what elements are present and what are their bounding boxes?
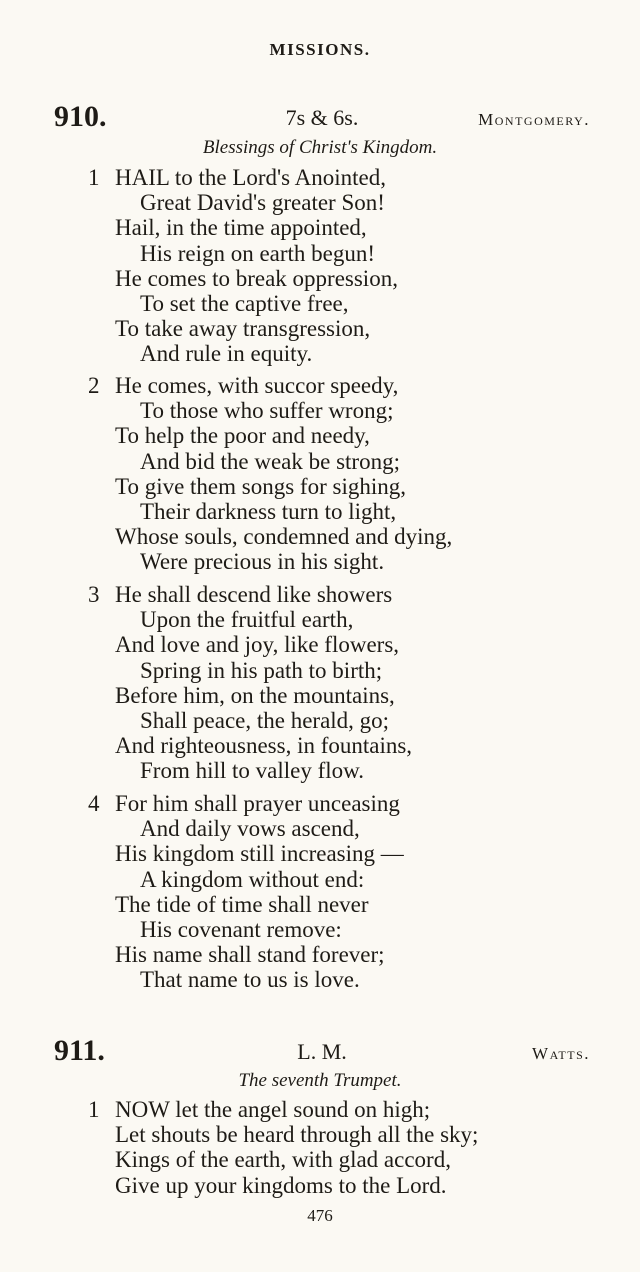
hymn-line: His covenant remove:	[140, 916, 342, 942]
hymn-line: Whose souls, condemned and dying,	[115, 524, 453, 550]
line-text: HAIL to the Lord's Anointed,	[115, 165, 386, 190]
hymn-line	[88, 1097, 608, 1122]
page-number: 476	[307, 1206, 333, 1225]
line-text: He shall descend like showers	[115, 582, 393, 607]
hymn-line: To those who suffer wrong;	[140, 398, 394, 424]
hymn-line: Shall peace, the herald, go;	[140, 707, 390, 733]
hymn-910-heading	[54, 100, 590, 134]
hymn-line	[88, 165, 608, 190]
hymn-number: 910.	[54, 100, 107, 133]
hymn-line: Give up your kingdoms to the Lord.	[115, 1172, 447, 1198]
hymn-line: His reign on earth begun!	[140, 240, 376, 266]
hymn-910-stanza-4	[88, 791, 608, 993]
hymn-line: And daily vows ascend,	[140, 816, 360, 842]
hymn-line: And righteousness, in fountains,	[115, 733, 413, 759]
hymn-line: The tide of time shall never	[115, 891, 369, 917]
line-text: He comes, with succor speedy,	[115, 373, 399, 398]
hymn-line: And rule in equity.	[140, 341, 313, 367]
hymn-910-stanza-3	[88, 582, 608, 784]
hymn-line: That name to us is love.	[140, 967, 360, 993]
hymn-line	[88, 582, 608, 607]
hymn-911-heading	[54, 1034, 590, 1068]
hymn-line: His kingdom still increasing —	[115, 841, 404, 867]
hymn-author: Montgomery.	[478, 110, 590, 129]
hymn-line: Spring in his path to birth;	[140, 657, 383, 683]
hymn-911-stanza-1	[88, 1097, 608, 1198]
hymn-910-subtitle: Blessings of Christ's Kingdom.	[202, 137, 438, 158]
hymn-line: To take away transgression,	[115, 316, 371, 342]
stanza-number: 3	[88, 582, 100, 607]
stanza-number: 1	[88, 165, 100, 190]
hymn-line: And love and joy, like flowers,	[115, 632, 400, 658]
hymn-line: Their darkness turn to light,	[140, 498, 397, 524]
stanza-number: 1	[88, 1097, 100, 1122]
hymn-line	[88, 373, 608, 398]
hymn-meter: 7s & 6s.	[285, 105, 359, 130]
hymn-line: He comes to break oppression,	[115, 265, 398, 291]
hymn-line: Great David's greater Son!	[140, 190, 385, 216]
hymn-line: His name shall stand forever;	[115, 942, 385, 968]
line-text: For him shall prayer unceasing	[115, 791, 400, 816]
hymn-line	[88, 791, 608, 816]
hymn-author: Watts.	[532, 1044, 590, 1063]
hymn-line: A kingdom without end:	[140, 866, 365, 892]
stanza-number: 2	[88, 373, 100, 398]
hymn-meter: L. M.	[297, 1039, 347, 1064]
line-text: NOW let the angel sound on high;	[115, 1097, 431, 1122]
hymn-line: To set the captive free,	[140, 290, 349, 316]
hymn-number: 911.	[54, 1034, 105, 1067]
hymn-line: Let shouts be heard through all the sky;	[115, 1122, 479, 1148]
hymn-910-stanza-1	[88, 165, 608, 367]
hymn-line: From hill to valley flow.	[140, 758, 365, 784]
hymn-line: Were precious in his sight.	[140, 549, 385, 575]
hymn-line: Before him, on the mountains,	[115, 682, 395, 708]
hymn-910-stanza-2	[88, 373, 608, 575]
hymn-line: Kings of the earth, with glad accord,	[115, 1147, 451, 1173]
hymn-911-subtitle: The seventh Trumpet.	[238, 1070, 402, 1091]
hymn-line: To give them songs for sighing,	[115, 473, 406, 499]
hymn-line: And bid the weak be strong;	[140, 448, 400, 474]
hymn-line: Hail, in the time appointed,	[115, 215, 367, 241]
hymn-line: Upon the fruitful earth,	[140, 607, 354, 633]
stanza-number: 4	[88, 791, 100, 816]
hymn-line: To help the poor and needy,	[115, 423, 370, 449]
page-header: MISSIONS.	[269, 40, 371, 59]
